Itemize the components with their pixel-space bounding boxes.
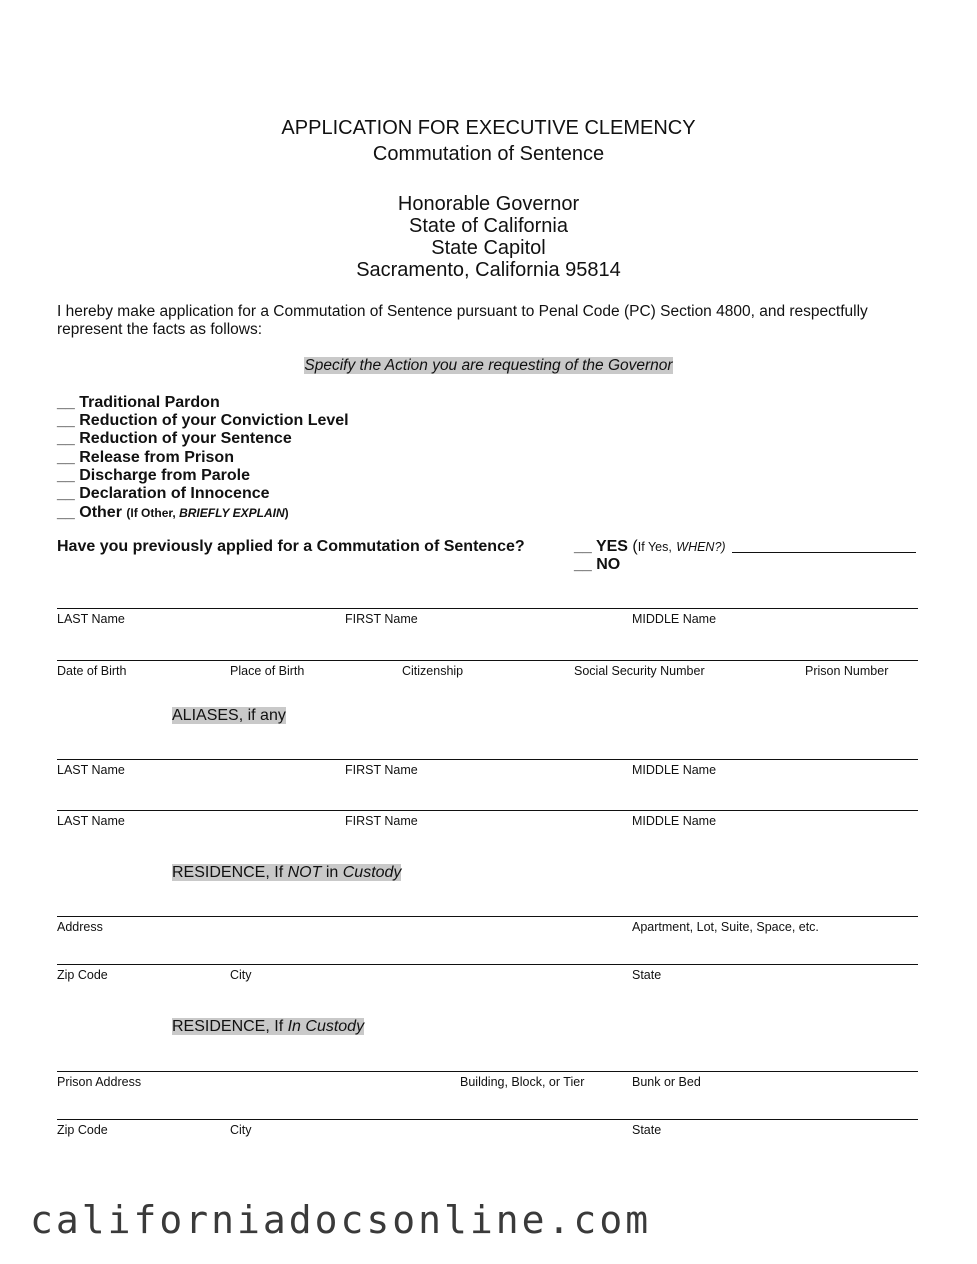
address-line-1: Honorable Governor xyxy=(397,193,580,215)
alias-2-middle-label: MIDDLE Name xyxy=(632,814,717,828)
alias-1-input-line[interactable] xyxy=(57,759,918,760)
city-label: City xyxy=(230,968,252,982)
option-release-from-prison[interactable]: __ Release from Prison xyxy=(57,449,234,466)
prison-number-label: Prison Number xyxy=(805,664,889,678)
custody-zip-code-label: Zip Code xyxy=(57,1123,108,1137)
form-subtitle: Commutation of Sentence xyxy=(372,143,605,165)
prison-address-input-line[interactable] xyxy=(57,1071,918,1072)
address-input-line[interactable] xyxy=(57,916,918,917)
personal-info-input-line[interactable] xyxy=(57,660,918,661)
bunk-label: Bunk or Bed xyxy=(632,1075,701,1089)
alias-1-middle-label: MIDDLE Name xyxy=(632,763,717,777)
address-line-3: State Capitol xyxy=(431,237,546,259)
option-reduction-sentence[interactable]: __ Reduction of your Sentence xyxy=(57,430,292,447)
alias-1-last-label: LAST Name xyxy=(57,763,125,777)
form-title: APPLICATION FOR EXECUTIVE CLEMENCY xyxy=(281,117,696,139)
citizenship-label: Citizenship xyxy=(402,664,464,678)
alias-1-first-label: FIRST Name xyxy=(345,763,418,777)
option-reduction-conviction-level[interactable]: __ Reduction of your Conviction Level xyxy=(57,412,349,429)
address-label: Address xyxy=(57,920,103,934)
residence-in-custody-heading: RESIDENCE, If In Custody xyxy=(172,1018,365,1035)
state-label: State xyxy=(632,968,662,982)
option-traditional-pardon[interactable]: __ Traditional Pardon xyxy=(57,394,220,411)
prison-address-label: Prison Address xyxy=(57,1075,142,1089)
residence-not-custody-heading: RESIDENCE, If NOT in Custody xyxy=(172,864,402,881)
middle-name-label: MIDDLE Name xyxy=(632,612,717,626)
first-name-label: FIRST Name xyxy=(345,612,418,626)
alias-2-last-label: LAST Name xyxy=(57,814,125,828)
option-declaration-innocence[interactable]: __ Declaration of Innocence xyxy=(57,485,270,502)
alias-2-first-label: FIRST Name xyxy=(345,814,418,828)
ssn-label: Social Security Number xyxy=(574,664,705,678)
intro-paragraph: I hereby make application for a Commutation of Sentence pursuant to Penal Code (PC) Section 4800, and respectfully represent the facts as follows: xyxy=(57,303,868,338)
zip-code-label: Zip Code xyxy=(57,968,108,982)
previous-yes-option[interactable]: __ YES (If Yes, WHEN?) xyxy=(574,538,726,555)
address-line-2: State of California xyxy=(409,215,568,237)
custody-zip-city-state-input-line[interactable] xyxy=(57,1119,918,1120)
alias-2-input-line[interactable] xyxy=(57,810,918,811)
dob-label: Date of Birth xyxy=(57,664,127,678)
option-discharge-parole[interactable]: __ Discharge from Parole xyxy=(57,467,250,484)
previous-application-question: Have you previously applied for a Commutation of Sentence? xyxy=(57,538,525,555)
name-input-line[interactable] xyxy=(57,608,918,609)
specify-action-heading: Specify the Action you are requesting of the Governor xyxy=(304,357,673,374)
building-label: Building, Block, or Tier xyxy=(460,1075,585,1089)
address-line-4: Sacramento, California 95814 xyxy=(356,259,621,281)
pob-label: Place of Birth xyxy=(230,664,305,678)
custody-state-label: State xyxy=(632,1123,662,1137)
custody-city-label: City xyxy=(230,1123,252,1137)
zip-city-state-input-line[interactable] xyxy=(57,964,918,965)
previous-no-option[interactable]: __ NO xyxy=(574,556,621,573)
watermark: californiadocsonline.com xyxy=(30,1198,652,1242)
last-name-label: LAST Name xyxy=(57,612,125,626)
when-input-line[interactable] xyxy=(732,552,916,553)
option-other[interactable]: __ Other (If Other, BRIEFLY EXPLAIN) xyxy=(57,504,289,521)
apartment-label: Apartment, Lot, Suite, Space, etc. xyxy=(632,920,819,934)
aliases-heading: ALIASES, if any xyxy=(172,707,286,724)
